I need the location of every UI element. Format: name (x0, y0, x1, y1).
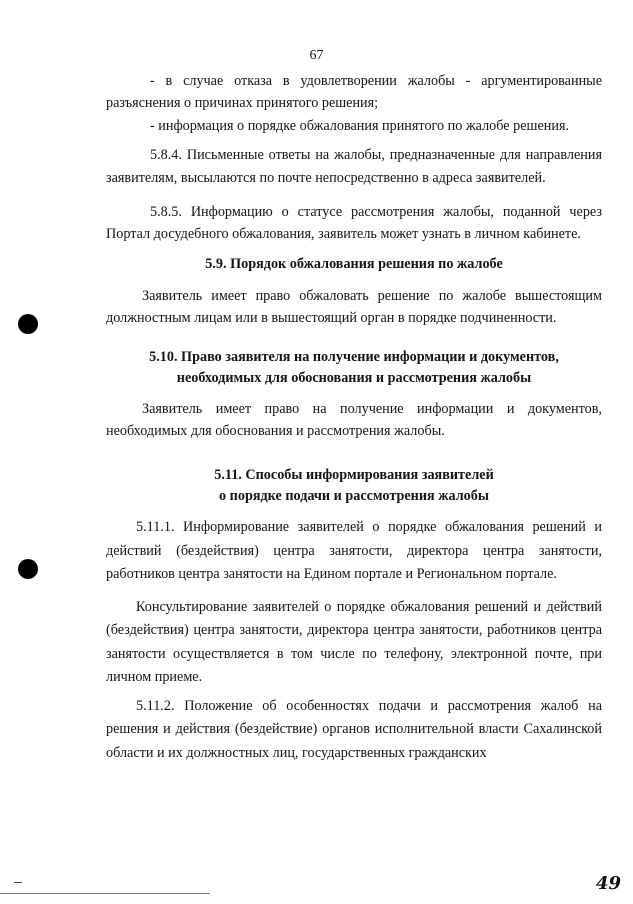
page-number: 67 (309, 48, 324, 63)
punch-hole (18, 314, 38, 334)
paragraph: - в случае отказа в удовлетворении жалобы - аргументированные разъяснения о причинах принятого решения; (106, 73, 602, 112)
section-heading (106, 465, 602, 507)
scan-mark (0, 893, 210, 894)
paragraph: 5.11.1. Информирование заявителей о порядке обжалования решений и действий (бездействия) центра занятости, директора центра занятости, работников центра занятости на Едином портале и Региональном портале. (106, 519, 602, 583)
heading-line: 5.10. Право заявителя на получение информации и документов, (149, 348, 559, 365)
paragraph: Консультирование заявителей о порядке обжалования решений и действий (бездействия) центра занятости, директора центра занятости, работников центра занятости осуществляется в том числе по телефону, электронной почте, при личном приеме. (106, 598, 602, 686)
heading-line: о порядке подачи и рассмотрения жалобы (219, 488, 489, 505)
heading-line: необходимых для обоснования и рассмотрения жалобы (176, 369, 532, 386)
section-heading (106, 347, 602, 389)
paragraph: 5.8.5. Информацию о статусе рассмотрения жалобы, поданной через Портал досудебного обжалования, заявитель может узнать в личном кабинете. (106, 204, 602, 243)
paragraph: Заявитель имеет право обжаловать решение по жалобе вышестоящим должностным лицам или в вышестоящий орган в порядке подчиненности. (106, 287, 602, 327)
paragraph: 5.8.4. Письменные ответы на жалобы, предназначенные для направления заявителям, высылаются по почте непосредственно в адреса заявителей. (106, 147, 602, 186)
section-heading: 5.9. Порядок обжалования решения по жалобе (205, 255, 503, 272)
handwritten-page-number: 49 (595, 873, 621, 894)
document-body (106, 70, 602, 765)
paragraph: Заявитель имеет право на получение информации и документов, необходимых для обоснования и рассмотрения жалобы. (106, 400, 602, 440)
paragraph: 5.11.2. Положение об особенностях подачи и рассмотрения жалоб на решения и действия (бездействие) органов исполнительной власти Сахалинской области и их должностных лиц, государственных гражданских (106, 697, 602, 761)
heading-line: 5.11. Способы информирования заявителей (214, 467, 494, 484)
punch-hole (18, 559, 38, 579)
paragraph: - информация о порядке обжалования принятого по жалобе решения. (150, 117, 570, 134)
scan-mark (14, 882, 22, 883)
